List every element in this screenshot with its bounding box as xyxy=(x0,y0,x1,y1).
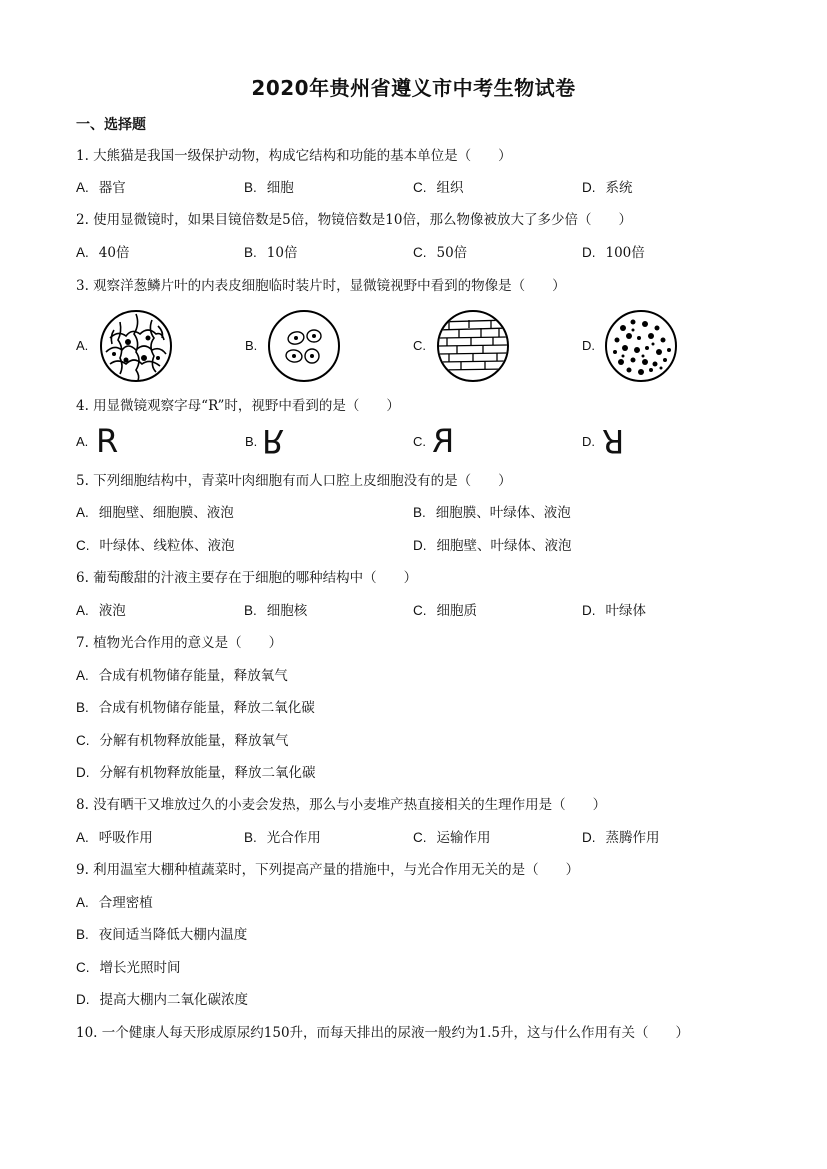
q5-option-c[interactable]: C. 叶绿体、线粒体、液泡 xyxy=(76,538,235,554)
q1-option-b[interactable]: B. 细胞 xyxy=(244,180,294,196)
q9-option-d[interactable]: D. 提高大棚内二氧化碳浓度 xyxy=(76,992,248,1008)
q6-option-a[interactable]: A. 液泡 xyxy=(76,603,126,619)
q2-option-b[interactable]: B. 10倍 xyxy=(244,245,298,261)
q2-option-d[interactable]: D. 100倍 xyxy=(582,245,645,261)
micrograph-oval-cells-image[interactable] xyxy=(266,308,342,384)
question-3-stem: 3. 观察洋葱鳞片叶的内表皮细胞临时装片时，显微镜视野中看到的物像是（ ） xyxy=(76,278,566,294)
q3-option-d-label[interactable]: D. xyxy=(582,338,595,353)
q1-option-a[interactable]: A. 器官 xyxy=(76,180,126,196)
q1-option-c[interactable]: C. 组织 xyxy=(413,180,464,196)
q3-option-b-label[interactable]: B. xyxy=(245,338,258,353)
q3-option-c-label[interactable]: C. xyxy=(413,338,426,353)
q7-option-a[interactable]: A. 合成有机物储存能量，释放氧气 xyxy=(76,668,288,684)
q5-option-b[interactable]: B. 细胞膜、叶绿体、液泡 xyxy=(413,505,571,521)
q4-letter-r-normal[interactable]: R xyxy=(96,422,119,460)
q2-option-c[interactable]: C. 50倍 xyxy=(413,245,468,261)
q5-option-d[interactable]: D. 细胞壁、叶绿体、液泡 xyxy=(413,538,572,554)
q7-option-c[interactable]: C. 分解有机物释放能量，释放氧气 xyxy=(76,733,289,749)
question-4-stem: 4. 用显微镜观察字母“R”时，视野中看到的是（ ） xyxy=(76,398,400,414)
micrograph-rectangular-cells-image[interactable] xyxy=(435,308,511,384)
q4-letter-r-flipped-vertical[interactable]: R xyxy=(262,422,285,460)
q4-option-a-label[interactable]: A. xyxy=(76,434,89,449)
question-8-stem: 8. 没有晒干又堆放过久的小麦会发热，那么与小麦堆产热直接相关的生理作用是（ ） xyxy=(76,797,607,813)
q5-option-a[interactable]: A. 细胞壁、细胞膜、液泡 xyxy=(76,505,234,521)
question-7-stem: 7. 植物光合作用的意义是（ ） xyxy=(76,635,283,651)
page-title: 2020年贵州省遵义市中考生物试卷 xyxy=(251,76,576,100)
q8-option-a[interactable]: A. 呼吸作用 xyxy=(76,830,153,846)
section-heading: 一、选择题 xyxy=(76,117,146,133)
q9-option-c[interactable]: C. 增长光照时间 xyxy=(76,960,181,976)
question-2-stem: 2. 使用显微镜时，如果目镜倍数是5倍，物镜倍数是10倍，那么物像被放大了多少倍（ ） xyxy=(76,212,632,228)
question-1-stem: 1. 大熊猫是我国一级保护动物，构成它结构和功能的基本单位是（ ） xyxy=(76,148,512,164)
q7-option-b[interactable]: B. 合成有机物储存能量，释放二氧化碳 xyxy=(76,700,315,716)
q9-option-a[interactable]: A. 合理密植 xyxy=(76,895,153,911)
question-5-stem: 5. 下列细胞结构中，青菜叶肉细胞有而人口腔上皮细胞没有的是（ ） xyxy=(76,473,512,489)
micrograph-dotted-cells-image[interactable] xyxy=(603,308,679,384)
q6-option-c[interactable]: C. 细胞质 xyxy=(413,603,477,619)
q4-option-d-label[interactable]: D. xyxy=(582,434,595,449)
q1-option-d[interactable]: D. 系统 xyxy=(582,180,633,196)
q2-option-a[interactable]: A. 40倍 xyxy=(76,245,130,261)
question-6-stem: 6. 葡萄酸甜的汁液主要存在于细胞的哪种结构中（ ） xyxy=(76,570,418,586)
q4-option-b-label[interactable]: B. xyxy=(245,434,258,449)
question-9-stem: 9. 利用温室大棚种植蔬菜时，下列提高产量的措施中，与光合作用无关的是（ ） xyxy=(76,862,580,878)
q4-option-c-label[interactable]: C. xyxy=(413,434,426,449)
q4-letter-r-rotated[interactable]: R xyxy=(602,422,625,460)
q8-option-b[interactable]: B. 光合作用 xyxy=(244,830,321,846)
q8-option-c[interactable]: C. 运输作用 xyxy=(413,830,491,846)
q7-option-d[interactable]: D. 分解有机物释放能量，释放二氧化碳 xyxy=(76,765,316,781)
question-10-stem: 10. 一个健康人每天形成原尿约150升，而每天排出的尿液一般约为1.5升，这与什么作用有关（ ） xyxy=(76,1025,689,1041)
q6-option-b[interactable]: B. 细胞核 xyxy=(244,603,308,619)
q8-option-d[interactable]: D. 蒸腾作用 xyxy=(582,830,660,846)
q9-option-b[interactable]: B. 夜间适当降低大棚内温度 xyxy=(76,927,248,943)
q4-letter-r-mirrored[interactable]: R xyxy=(432,422,455,460)
micrograph-irregular-cells-image[interactable] xyxy=(98,308,174,384)
q6-option-d[interactable]: D. 叶绿体 xyxy=(582,603,646,619)
q3-option-a-label[interactable]: A. xyxy=(76,338,89,353)
